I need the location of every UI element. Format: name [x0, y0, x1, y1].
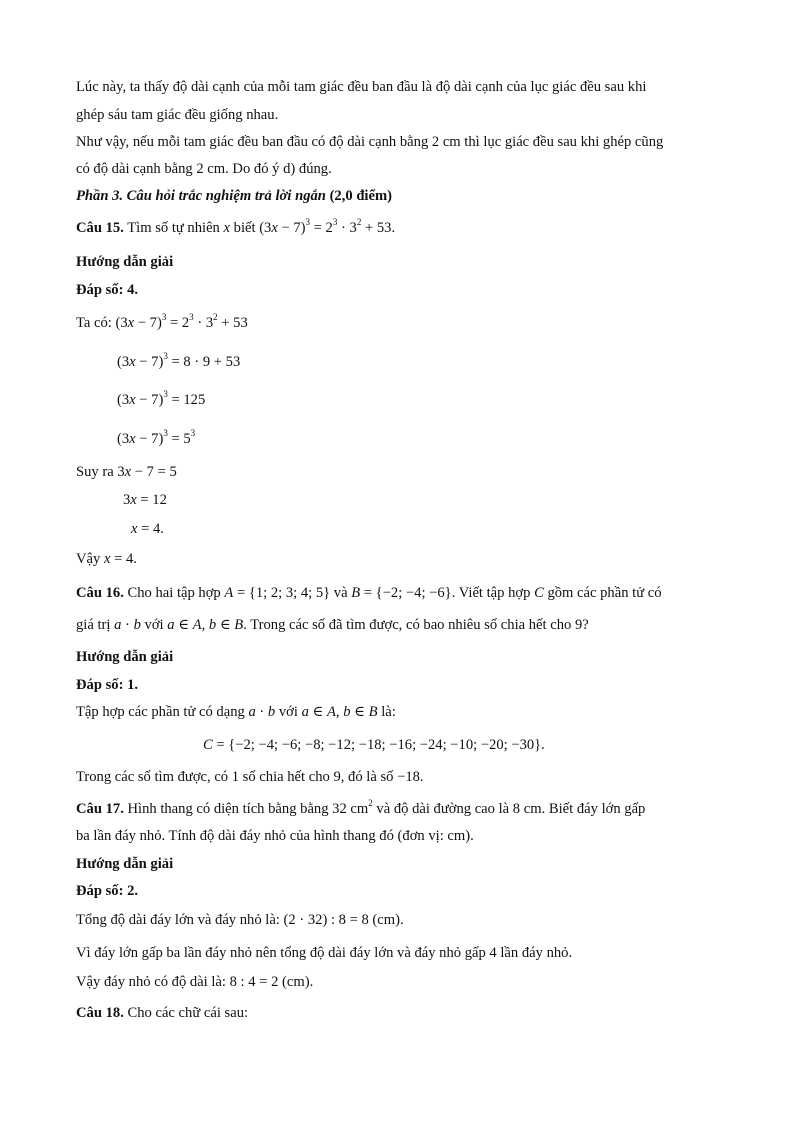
intro-line-1: Lúc này, ta thấy độ dài cạnh của mỗi tam giác đều ban đầu là độ dài cạnh của lục giác đều sau khi: [76, 79, 647, 95]
q15-text2: biết: [230, 220, 260, 236]
q16-label: Câu 16.: [76, 585, 124, 601]
q18-text: Cho các chữ cái sau:: [123, 1005, 249, 1021]
q15-ta-co: Ta có:: [76, 315, 116, 331]
part3-title: Phần 3. Câu hỏi trắc nghiệm trả lời ngắn: [76, 188, 326, 204]
q16-set-b: B = {−2; −4; −6}: [351, 585, 452, 601]
q18-label: Câu 18.: [76, 1005, 124, 1021]
q15-step-7: x = 4.: [131, 521, 164, 537]
q15-suy-ra: Suy ra: [76, 464, 118, 480]
q16-answer: Đáp số: 1.: [76, 677, 139, 693]
q15-answer: Đáp số: 4.: [76, 282, 139, 298]
q16-solution-line-1: Tập hợp các phần tử có dạng a · b với a ∈ A, b ∈ B là:: [76, 704, 396, 720]
q15-step-2: $(3x - 7)^3 = 8 \cdot 9 + 53$: [117, 351, 241, 370]
q15-step-4: $(3x - 7)^3 = 5^3$: [117, 428, 196, 447]
q15-vay: Vậy: [76, 551, 104, 567]
q16-set-c: C = {−2; −4; −6; −8; −12; −18; −16; −24; −10; −20; −30}.: [203, 737, 545, 753]
q16-question-line-2: giá trị a · b với a ∈ A, b ∈ B. Trong các số đã tìm được, có bao nhiêu số chia hết cho 9?: [76, 617, 589, 633]
q15-question: [76, 219, 395, 238]
q17-label: Câu 17.: [76, 801, 124, 817]
q17-guide: Hướng dẫn giải: [76, 856, 174, 872]
q16-text3: gồm các phần tử có: [543, 585, 662, 601]
q16-and: và: [330, 585, 352, 601]
part3-heading: [76, 187, 392, 206]
q17-question-line-2: ba lần đáy nhỏ. Tính độ dài đáy nhỏ của hình thang đó (đơn vị: cm).: [76, 828, 474, 844]
q18-question: [76, 1004, 248, 1023]
q17-text1: Hình thang có diện tích bằng bằng: [123, 801, 333, 817]
q15-step-5: Suy ra 3x − 7 = 5: [76, 464, 177, 480]
q16-line2a: giá trị: [76, 617, 115, 633]
q16-sol1b: với: [275, 704, 302, 720]
q16-var-c: C: [534, 585, 544, 601]
q17-answer: Đáp số: 2.: [76, 883, 139, 899]
q16-line2c: . Trong các số đã tìm được, có bao nhiêu số chia hết cho 9?: [243, 617, 589, 633]
q17-solution-line-3: Vậy đáy nhỏ có độ dài là: 8 : 4 = 2 (cm).: [76, 974, 314, 990]
intro-line-3: Như vậy, nếu mỗi tam giác đều ban đầu có độ dài cạnh bằng 2 cm thì lục giác đều sau khi ghép cũng: [76, 134, 664, 150]
q17-solution-line-1: Tổng độ dài đáy lớn và đáy nhỏ là: (2 · 32) : 8 = 8 (cm).: [76, 912, 404, 928]
q15-step-3: $(3x - 7)^3 = 125$: [117, 389, 206, 408]
q17-solution-line-2: Vì đáy lớn gấp ba lần đáy nhỏ nên tổng độ dài đáy lớn và đáy nhỏ gấp 4 lần đáy nhỏ.: [76, 945, 573, 961]
q15-text: Tìm số tự nhiên: [123, 220, 224, 236]
q15-step-1: Ta có: $(3x - 7)^3 = 2^3 \cdot 3^2 + 53$: [76, 312, 248, 331]
q16-conclusion-text: Trong các số tìm được, có 1 số chia hết cho 9, đó là số: [76, 769, 398, 785]
q16-sol1a: Tập hợp các phần tử có dạng: [76, 704, 249, 720]
q16-guide: Hướng dẫn giải: [76, 649, 174, 665]
part3-points: (2,0 điểm): [325, 188, 392, 204]
intro-line-4: có độ dài cạnh bằng 2 cm. Do đó ý d) đúng.: [76, 161, 332, 177]
q16-text2: . Viết tập hợp: [451, 585, 535, 601]
q17-sol3: Vậy đáy nhỏ có độ dài là:: [76, 974, 230, 990]
q15-equation: $(3x - 7)^3 = 2^3 \cdot 3^2 + 53$.: [259, 217, 396, 236]
q15-label: Câu 15.: [76, 220, 124, 236]
q16-sol1c: là:: [377, 704, 396, 720]
q17-text3: . Biết đáy lớn gấp: [541, 801, 646, 817]
q16-line2b: với: [140, 617, 168, 633]
q15-conclusion: Vậy x = 4.: [76, 551, 137, 567]
q16-question-line-1: [76, 584, 662, 603]
q15-step-6: 3x = 12: [123, 492, 167, 508]
q15-guide: Hướng dẫn giải: [76, 254, 174, 270]
q16-text1: Cho hai tập hợp: [123, 585, 225, 601]
q17-text2: và độ dài đường cao là: [372, 801, 513, 817]
intro-line-2: ghép sáu tam giác đều giống nhau.: [76, 107, 279, 123]
q17-sol1: Tổng độ dài đáy lớn và đáy nhỏ là:: [76, 912, 284, 928]
q15-var: x: [223, 220, 230, 236]
q17-question-line-1: Câu 17. Hình thang có diện tích bằng bằng 32 $cm^2$ và độ dài đường cao là 8 cm. Biết đáy lớn gấp: [76, 798, 646, 817]
q16-set-a: A = {1; 2; 3; 4; 5}: [224, 585, 331, 601]
q16-conclusion: Trong các số tìm được, có 1 số chia hết cho 9, đó là số −18.: [76, 769, 424, 785]
